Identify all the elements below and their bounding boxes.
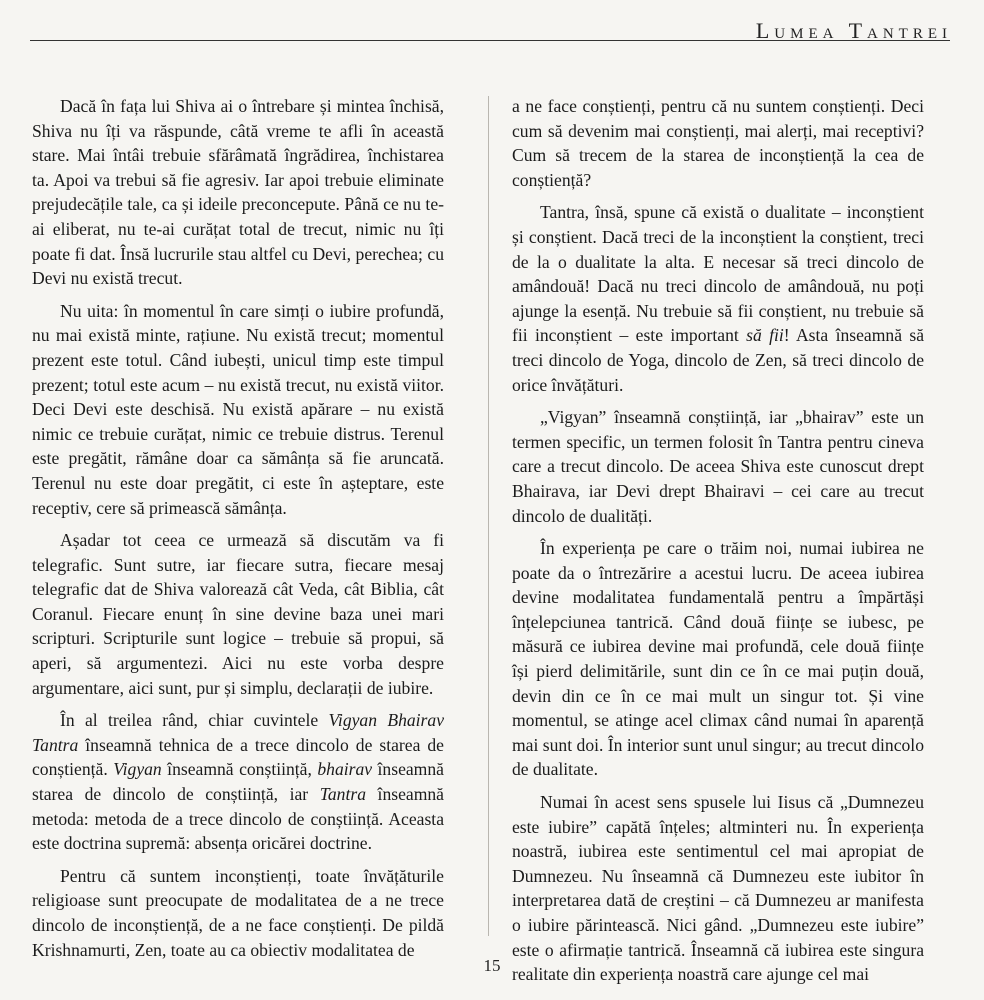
- paragraph: [32, 708, 444, 856]
- running-head: Lumea Tantrei: [755, 18, 952, 43]
- text-run: înseamnă metoda: metoda de a trece dincolo de conștiință. Aceasta este doctrina supremă: absența oricărei doctrine.: [32, 784, 444, 854]
- left-column: [32, 94, 444, 970]
- right-column: [512, 94, 924, 995]
- paragraph: Nu uita: în momentul în care simți o iubire profundă, nu mai există minte, rațiune. Nu există trecut; momentul prezent este totul. Când iubești, unicul timp este timpul prezent; totul este acum – nu există trecut, nu există viitor. Deci Devi este deschisă. Nu există apărare – nu există nimic ce trebuie curățat, nimic ce trebuie distrus. Terenul este pregătit, rămâne doar ca sămânța să fie aruncată. Terenul nu este doar pregătit, ci este în așteptare, este receptiv, cere să primească sămânța.: [32, 300, 444, 518]
- italic-term: Tantra: [319, 784, 366, 805]
- header-rule: [30, 40, 950, 41]
- italic-term: Vigyan Bhairav Tantra: [32, 710, 445, 755]
- text-run: înseamnă conștiință,: [161, 759, 318, 780]
- paragraph: Dacă în fața lui Shiva ai o întrebare și mintea închisă, Shiva nu îți va răspunde, câtă vreme te afli în această stare. Mai întâi trebuie sfărâmată îngrădirea, închistarea ta. Apoi va trebui să fie agresiv. Iar apoi trebuie eliminate prejudecățile tale, ca și ideile preconcepute. Până ce nu te-ai eliberat, nu te-ai curățat total de trecut, nimic nu îți poate fi dat. Însă lucrurile stau altfel cu Devi, perechea; cu Devi nu există trecut.: [32, 96, 444, 289]
- text-run: Tantra, însă, spune că există o dualitate – inconștient și conștient. Dacă treci de la inconștient la conștient, treci de la o dualitate la alta. E necesar să treci dincolo de amândouă! Dacă nu treci dincolo de amândouă, nu poți ajunge la esență. Nu trebuie să fii conștient, nu trebuie să fii inconștient – este important: [512, 202, 924, 346]
- italic-term: să fii: [746, 325, 784, 346]
- text-run: ! Asta înseamnă să treci dincolo de Yoga, dincolo de Zen, să treci dincolo de orice învățături.: [512, 325, 924, 395]
- paragraph: [512, 200, 924, 397]
- paragraph: „Vigyan” înseamnă conștiință, iar „bhairav” este un termen specific, un termen folosit în Tantra pentru cineva care a trecut dincolo. De aceea Shiva este cunoscut drept Bhairava, iar Devi drept Bhairavi – cei care au trecut dincolo de dualități.: [512, 407, 924, 526]
- text-run: înseamnă starea de dincolo de conștiință, iar: [32, 759, 444, 805]
- page-number: 15: [483, 956, 501, 975]
- paragraph: În experiența pe care o trăim noi, numai iubirea ne poate da o întrezărire a acestui lucru. De aceea iubirea devine modalitatea fundamentală pentru a împărtăși înțelepciunea tantrică. Când două ființe se iubesc, pe măsură ce iubirea devine mai profundă, cele două ființe își pierd delimitările, sunt din ce în ce mai puțin două, devin din ce în ce mai mult un singur tot. Și vine momentul, se atinge acel climax când numai în aparență mai sunt doi. În interior sunt unul singur; au trecut dincolo de dualitate.: [512, 538, 924, 780]
- text-run: înseamnă tehnica de a trece dincolo de starea de conștiență.: [32, 734, 444, 780]
- paragraph: Numai în acest sens spusele lui Iisus că „Dumnezeu este iubire” capătă înțeles; altminteri nu. În experiența noastră, iubirea este sentimentul cel mai apropiat de Dumnezeu. Nu înseamnă că Dumnezeu este iubitor în interpretarea dată de creștini – că Dumnezeu ar manifesta o iubire părintească. Nici gând. „Dumnezeu este iubire” este o afirmație tantrică. Înseamnă că iubirea este singura realitate din experiența noastră care ajunge cel mai: [512, 792, 924, 985]
- text-run: În al treilea rând, chiar cuvintele: [60, 710, 329, 731]
- column-gutter: [488, 96, 489, 936]
- italic-term: bhairav: [317, 759, 373, 780]
- paragraph-continued: a ne face conștienți, pentru că nu suntem conștienți. Deci cum să devenim mai conștienți, mai alerți, mai receptivi? Cum să trecem de la starea de inconștiență la cea de conștiență?: [512, 96, 924, 190]
- paragraph: Pentru că suntem inconștienți, toate învățăturile religioase sunt preocupate de modalitatea de a ne trece dincolo de inconștiență, de a ne face conștienți. De pildă Krishnamurti, Zen, toate au ca obiectiv modalitatea de: [32, 865, 444, 960]
- italic-term: Vigyan: [113, 759, 162, 780]
- paragraph: Așadar tot ceea ce urmează să discutăm va fi telegrafic. Sunt sutre, iar fiecare sutra, fiecare mesaj telegrafic dat de Shiva valorează cât Veda, cât Biblia, cât Coranul. Fiecare enunț în sine devine baza unei mari scripturi. Scripturile sunt logice – trebuie să propui, să aperi, să argumentezi. Aici nu este vorba despre argumentare, aici sunt, pur și simplu, declarații de iubire.: [32, 530, 444, 698]
